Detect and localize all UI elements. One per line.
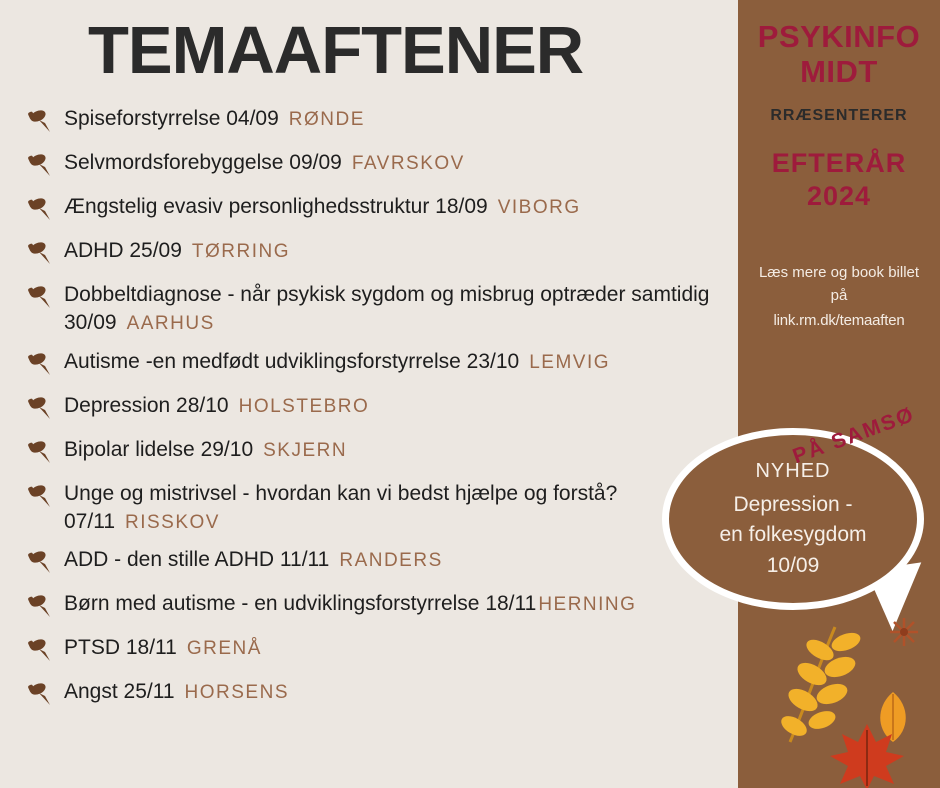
pin-icon <box>26 483 52 509</box>
event-title: Unge og mistrivsel - hvordan kan vi bedst hjælpe og forstå? 07/11 <box>64 481 618 534</box>
event-city: LEMVIG <box>529 351 611 373</box>
bubble-badge-label: NYHED <box>755 460 831 482</box>
event-title: Depression 28/10 <box>64 393 229 417</box>
list-item <box>22 546 742 580</box>
event-title: Børn med autisme - en udviklingsforstyrrelse 18/11 <box>64 592 537 616</box>
list-item <box>22 149 742 183</box>
list-item <box>22 348 742 382</box>
list-item <box>22 392 742 426</box>
event-city: AARHUS <box>126 313 215 335</box>
events-list <box>22 105 742 722</box>
list-item <box>22 634 742 668</box>
pin-icon <box>26 284 52 310</box>
maple-leaf-icon <box>828 722 906 788</box>
pin-icon <box>26 637 52 663</box>
list-item <box>22 281 742 338</box>
event-city: VIBORG <box>497 197 581 218</box>
seed-pod-icon <box>886 614 922 650</box>
presents-label: RRÆSENTERER <box>770 107 908 125</box>
pin-icon <box>26 196 52 222</box>
event-city: GRENÅ <box>186 638 262 660</box>
pin-icon <box>26 681 52 707</box>
pin-icon <box>26 108 52 134</box>
booking-link[interactable]: link.rm.dk/temaaften <box>773 312 905 330</box>
bubble-line-2: en folkesygdom <box>719 523 867 547</box>
organization-name: PSYKINFO MIDT <box>757 19 921 89</box>
event-title: PTSD 18/11 <box>64 636 177 660</box>
event-city: HERNING <box>538 594 637 616</box>
pin-icon <box>26 593 52 619</box>
list-item <box>22 237 742 271</box>
event-title: Selvmordsforebyggelse 09/09 <box>64 151 342 174</box>
bubble-line-1: Depression - <box>733 493 853 516</box>
event-city: HOLSTEBRO <box>238 395 370 417</box>
list-item <box>22 678 742 712</box>
event-title: ADHD 25/09 <box>64 239 182 262</box>
pin-icon <box>26 549 52 575</box>
event-city: FAVRSKOV <box>351 153 465 174</box>
event-title: Dobbeltdiagnose - når psykisk sygdom og misbrug optræder samtidig 30/09 <box>64 283 710 335</box>
list-item <box>22 105 742 139</box>
pin-icon <box>26 351 52 377</box>
list-item <box>22 480 742 537</box>
event-title: Angst 25/11 <box>64 680 175 704</box>
page-title: TEMAAFTENER <box>88 13 584 88</box>
event-title: Spiseforstyrrelse 04/09 <box>64 107 279 130</box>
event-title: Ængstelig evasiv personlighedsstruktur 18/09 <box>64 195 488 218</box>
list-item <box>22 590 742 624</box>
event-title: Autisme -en medfødt udviklingsforstyrrelse 23/10 <box>64 349 520 373</box>
event-city: RISSKOV <box>125 512 220 534</box>
event-title: Bipolar lidelse 29/10 <box>64 437 254 461</box>
pin-icon <box>26 439 52 465</box>
event-city: TØRRING <box>191 241 290 262</box>
pin-icon <box>26 240 52 266</box>
pin-icon <box>26 395 52 421</box>
season-label: EFTERÅR 2024 <box>771 148 907 211</box>
samso-badge: PÅ SAMSØ <box>789 402 918 469</box>
event-city: SKJERN <box>263 439 348 461</box>
event-city: RANDERS <box>339 550 443 572</box>
event-city: RØNDE <box>288 109 365 130</box>
pin-icon <box>26 152 52 178</box>
event-city: HORSENS <box>184 682 289 704</box>
event-title: ADD - den stille ADHD 11/11 <box>64 548 330 572</box>
bubble-line-3: 10/09 <box>766 553 820 577</box>
booking-text: Læs mere og book billet på <box>758 264 920 304</box>
list-item <box>22 193 742 227</box>
list-item <box>22 436 742 470</box>
